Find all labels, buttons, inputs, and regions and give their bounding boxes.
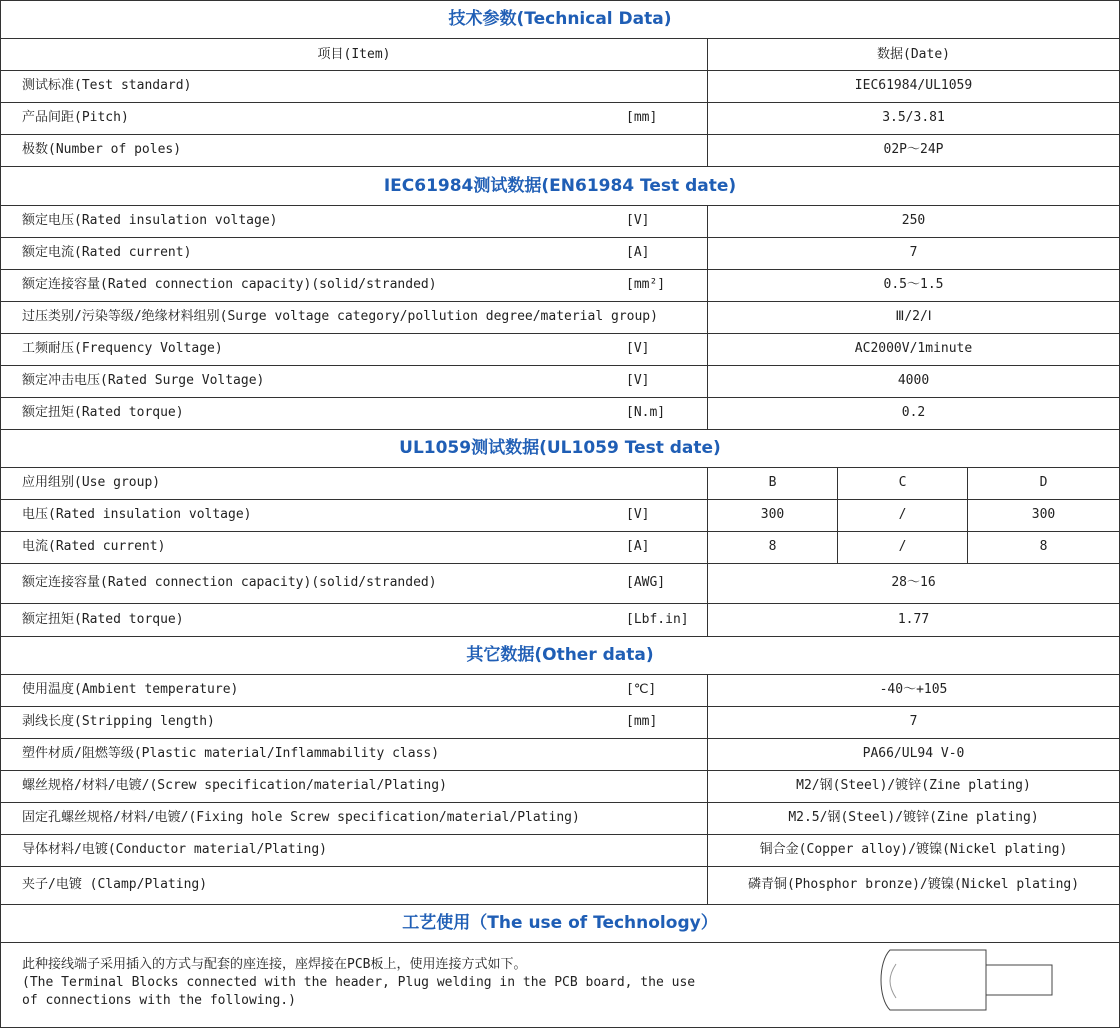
column-divider xyxy=(707,467,708,499)
row-divider xyxy=(1,499,1119,500)
row-divider xyxy=(1,301,1119,302)
item-label: 螺丝规格/材料/电镀/(Screw specification/material/Plating) xyxy=(22,778,447,793)
row-divider xyxy=(1,333,1119,334)
row-divider xyxy=(1,102,1119,103)
column-divider xyxy=(967,531,968,563)
row-divider xyxy=(1,942,1119,943)
data-value: 铜合金(Copper alloy)/镀镍(Nickel plating) xyxy=(759,842,1068,857)
data-value: -40～+105 xyxy=(879,682,948,697)
column-divider xyxy=(707,770,708,802)
item-label: 电压(Rated insulation voltage) xyxy=(22,507,252,522)
column-divider xyxy=(837,499,838,531)
data-value: M2.5/钢(Steel)/镀锌(Zine plating) xyxy=(788,810,1039,825)
data-value: 0.5～1.5 xyxy=(883,277,944,292)
column-divider xyxy=(707,603,708,636)
row-divider xyxy=(1,269,1119,270)
data-value: M2/钢(Steel)/镀锌(Zine plating) xyxy=(796,778,1031,793)
column-divider xyxy=(707,70,708,102)
item-label: 额定扭矩(Rated torque) xyxy=(22,612,184,627)
item-label: 塑件材质/阻燃等级(Plastic material/Inflammability class) xyxy=(22,746,440,761)
column-divider xyxy=(707,531,708,563)
item-label: 过压类别/污染等级/绝缘材料组别(Surge voltage category/pollution degree/material group) xyxy=(22,309,658,324)
data-value: 7 xyxy=(909,245,918,260)
column-divider xyxy=(707,563,708,603)
row-divider xyxy=(1,134,1119,135)
column-divider xyxy=(837,467,838,499)
column-divider xyxy=(967,499,968,531)
item-label: 剥线长度(Stripping length) xyxy=(22,714,215,729)
section-title-technical: 技术参数(Technical Data) xyxy=(448,9,672,29)
unit-label: [AWG] xyxy=(626,575,666,590)
row-divider xyxy=(1,166,1119,167)
item-label: 额定电压(Rated insulation voltage) xyxy=(22,213,278,228)
group-b-value: 8 xyxy=(768,539,777,554)
row-divider xyxy=(1,802,1119,803)
item-label: 产品间距(Pitch) xyxy=(22,110,129,125)
item-label: 额定连接容量(Rated connection capacity)(solid/stranded) xyxy=(22,575,437,590)
item-label: 测试标准(Test standard) xyxy=(22,78,192,93)
row-divider xyxy=(1,70,1119,71)
header-socket-outline xyxy=(986,965,1052,995)
unit-label: [A] xyxy=(626,245,650,260)
unit-label: [mm] xyxy=(626,110,658,125)
row-divider xyxy=(0,0,1120,1)
item-label: 夹子/电镀 (Clamp/Plating) xyxy=(22,877,208,892)
row-divider xyxy=(1,866,1119,867)
row-divider xyxy=(1,38,1119,39)
row-divider xyxy=(1,563,1119,564)
column-header-item: 项目(Item) xyxy=(317,47,391,62)
column-divider xyxy=(707,102,708,134)
item-label: 额定电流(Rated current) xyxy=(22,245,192,260)
group-d-value: 8 xyxy=(1039,539,1048,554)
column-divider xyxy=(707,706,708,738)
item-label: 使用温度(Ambient temperature) xyxy=(22,682,239,697)
unit-label: [V] xyxy=(626,373,650,388)
column-divider xyxy=(707,333,708,365)
data-value: 磷青铜(Phosphor bronze)/镀镍(Nickel plating) xyxy=(747,877,1080,892)
item-label: 额定连接容量(Rated connection capacity)(solid/stranded) xyxy=(22,277,437,292)
row-divider xyxy=(1,636,1119,637)
item-label: 电流(Rated current) xyxy=(22,539,166,554)
row-divider xyxy=(1,237,1119,238)
group-d-value: 300 xyxy=(1031,507,1056,522)
unit-label: [A] xyxy=(626,539,650,554)
item-label: 固定孔螺丝规格/材料/电镀/(Fixing hole Screw specification/material/Plating) xyxy=(22,810,580,825)
column-divider xyxy=(707,738,708,770)
row-divider xyxy=(1,467,1119,468)
data-value: 250 xyxy=(901,213,926,228)
item-label: 工频耐压(Frequency Voltage) xyxy=(22,341,223,356)
unit-label: [V] xyxy=(626,213,650,228)
row-divider xyxy=(1,904,1119,905)
group-b-value: B xyxy=(768,475,777,490)
group-c-value: C xyxy=(898,475,907,490)
connection-diagram xyxy=(878,946,1058,1016)
unit-label: [V] xyxy=(626,341,650,356)
column-divider xyxy=(707,802,708,834)
data-value: 1.77 xyxy=(897,612,930,627)
column-divider xyxy=(707,301,708,333)
column-divider xyxy=(707,38,708,70)
unit-label: [N.m] xyxy=(626,405,666,420)
column-divider xyxy=(707,499,708,531)
group-b-value: 300 xyxy=(760,507,785,522)
section-title-ul: UL1059测试数据(UL1059 Test date) xyxy=(399,438,721,458)
item-label: 极数(Number of poles) xyxy=(22,142,182,157)
column-header-data: 数据(Date) xyxy=(877,47,950,62)
group-c-value: / xyxy=(898,539,907,554)
column-divider xyxy=(707,269,708,301)
data-value: 28～16 xyxy=(891,575,936,590)
column-divider xyxy=(707,397,708,429)
unit-label: [℃] xyxy=(626,682,657,697)
column-divider xyxy=(837,531,838,563)
tech-use-text-line: (The Terminal Blocks connected with the header, Plug welding in the PCB board, the use xyxy=(22,975,696,990)
item-label: 应用组别(Use group) xyxy=(22,475,161,490)
plug-curve-mark xyxy=(890,964,896,998)
tech-use-text-line: of connections with the following.) xyxy=(22,993,296,1008)
item-label: 导体材料/电镀(Conductor material/Plating) xyxy=(22,842,327,857)
data-value: IEC61984/UL1059 xyxy=(854,78,973,93)
data-value: AC2000V/1minute xyxy=(854,341,973,356)
column-divider xyxy=(707,834,708,866)
column-divider xyxy=(707,674,708,706)
row-divider xyxy=(1,770,1119,771)
unit-label: [mm²] xyxy=(626,277,666,292)
column-divider xyxy=(967,467,968,499)
data-value: 0.2 xyxy=(901,405,926,420)
group-d-value: D xyxy=(1039,475,1048,490)
column-divider xyxy=(707,205,708,237)
row-divider xyxy=(1,531,1119,532)
unit-label: [Lbf.in] xyxy=(626,612,689,627)
row-divider xyxy=(1,738,1119,739)
data-value: 02P～24P xyxy=(883,142,944,157)
row-divider xyxy=(1,674,1119,675)
row-divider xyxy=(1,603,1119,604)
data-value: 7 xyxy=(909,714,918,729)
column-divider xyxy=(707,365,708,397)
row-divider xyxy=(1,429,1119,430)
data-value: 3.5/3.81 xyxy=(882,110,945,125)
row-divider xyxy=(1,706,1119,707)
data-value: Ⅲ/2/Ⅰ xyxy=(895,309,932,324)
section-title-iec: IEC61984测试数据(EN61984 Test date) xyxy=(383,176,737,196)
data-value: PA66/UL94 V-0 xyxy=(862,746,965,761)
section-title-tech-use: 工艺使用（The use of Technology） xyxy=(402,913,718,933)
column-divider xyxy=(707,134,708,166)
group-c-value: / xyxy=(898,507,907,522)
item-label: 额定扭矩(Rated torque) xyxy=(22,405,184,420)
column-divider xyxy=(707,237,708,269)
column-divider xyxy=(0,0,1,1028)
terminal-plug-outline xyxy=(881,950,986,1010)
column-divider xyxy=(707,866,708,904)
section-title-other: 其它数据(Other data) xyxy=(466,645,654,665)
row-divider xyxy=(1,205,1119,206)
tech-use-text-line: 此种接线端子采用插入的方式与配套的座连接，座焊接在PCB板上，使用连接方式如下。 xyxy=(22,957,527,972)
row-divider xyxy=(1,397,1119,398)
row-divider xyxy=(1,834,1119,835)
unit-label: [V] xyxy=(626,507,650,522)
item-label: 额定冲击电压(Rated Surge Voltage) xyxy=(22,373,265,388)
row-divider xyxy=(1,365,1119,366)
unit-label: [mm] xyxy=(626,714,658,729)
data-value: 4000 xyxy=(897,373,930,388)
